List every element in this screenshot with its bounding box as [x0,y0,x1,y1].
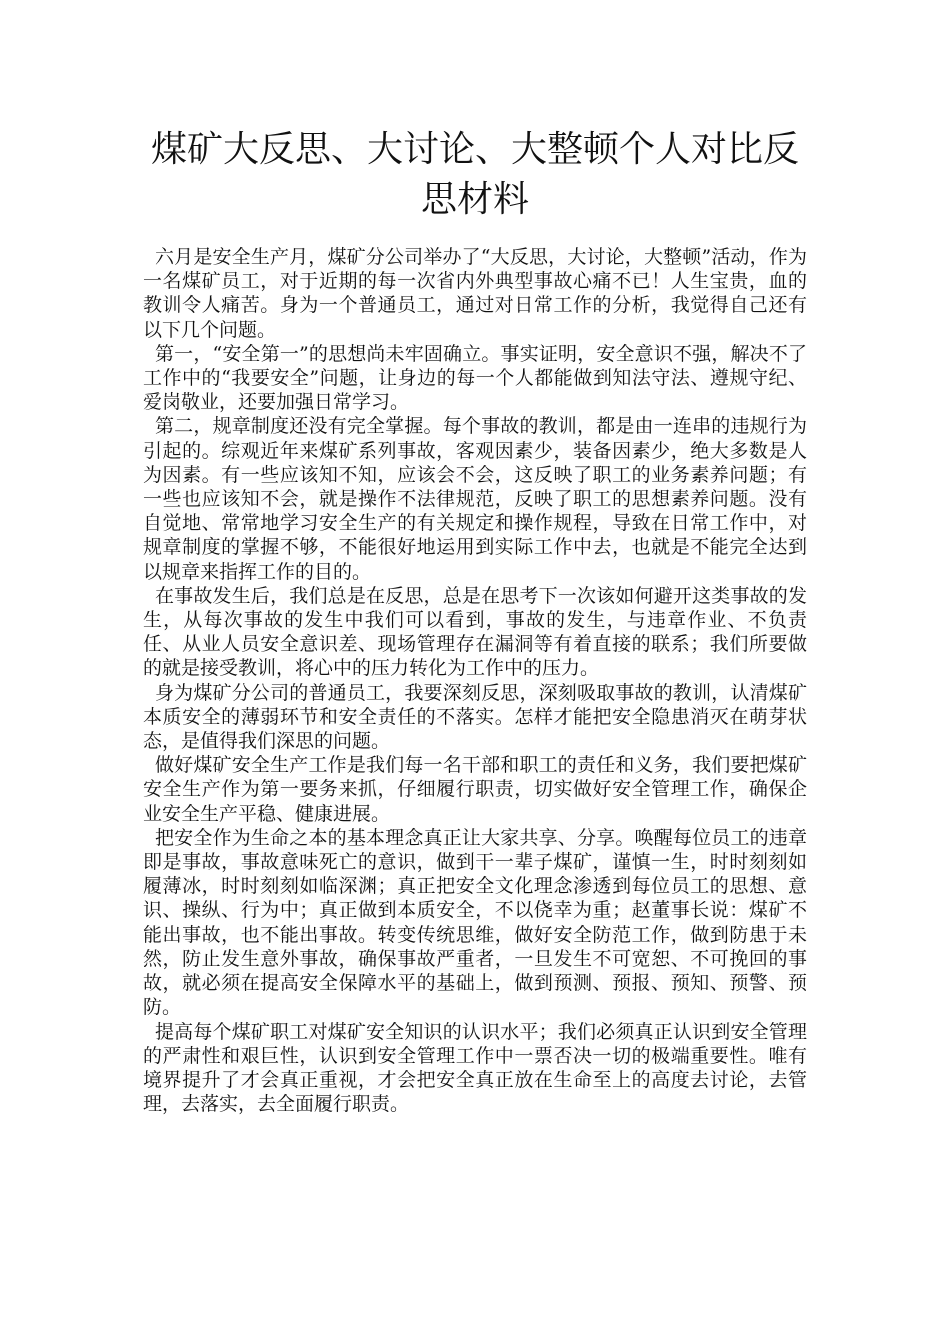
paragraph-reflection: 身为煤矿分公司的普通员工，我要深刻反思，深刻吸取事故的教训，认清煤矿本质安全的薄弱环节和安全责任的不落实。怎样才能把安全隐患消灭在萌芽状态，是值得我们深思的问题。 [143,681,807,753]
paragraph-point-one: 第一，“安全第一”的思想尚未牢固确立。事实证明，安全意识不强，解决不了工作中的“我要安全”问题，让身边的每一个人都能做到知法守法、遵规守纪、爱岗敬业，还要加强日常学习。 [143,342,807,414]
document-body [143,245,807,1116]
paragraph-after-accident: 在事故发生后，我们总是在反思，总是在思考下一次该如何避开这类事故的发生，从每次事故的发生中我们可以看到，事故的发生，与违章作业、不负责任、从业人员安全意识差、现场管理存在漏洞等有着直接的联系；我们所要做的就是接受教训，将心中的压力转化为工作中的压力。 [143,584,807,680]
paragraph-responsibility: 做好煤矿安全生产工作是我们每一名干部和职工的责任和义务，我们要把煤矿安全生产作为第一要务来抓，仔细履行职责，切实做好安全管理工作，确保企业安全生产平稳、健康进展。 [143,754,807,825]
paragraph-safety-concept: 把安全作为生命之本的基本理念真正让大家共享、分享。唤醒每位员工的违章即是事故，事故意味死亡的意识，做到干一辈子煤矿，谨慎一生，时时刻刻如履薄冰，时时刻刻如临深渊；真正把安全文化理念渗透到每位员工的思想、意识、操纵、行为中；真正做到本质安全，不以侥幸为重；赵董事长说：煤矿不能出事故，也不能出事故。转变传统思维，做好安全防范工作，做到防患于未然，防止发生意外事故，确保事故严重者，一旦发生不可宽恕、不可挽回的事故，就必须在提高安全保障水平的基础上，做到预测、预报、预知、预警、预防。 [143,826,807,1019]
paragraph-knowledge: 提高每个煤矿职工对煤矿安全知识的认识水平；我们必须真正认识到安全管理的严肃性和艰巨性，认识到安全管理工作中一票否决一切的极端重要性。唯有境界提升了才会真正重视，才会把安全真正放在生命至上的高度去讨论，去管理，去落实，去全面履行职责。 [143,1020,807,1116]
paragraph-point-two: 第二，规章制度还没有完全掌握。每个事故的教训，都是由一连串的违规行为引起的。综观近年来煤矿系列事故，客观因素少，装备因素少，绝大多数是人为因素。有一些应该知不知，应该会不会，这反映了职工的业务素养问题；有一些也应该知不会，就是操作不法律规范，反映了职工的思想素养问题。没有自觉地、常常地学习安全生产的有关规定和操作规程，导致在日常工作中，对规章制度的掌握不够，不能很好地运用到实际工作中去，也就是不能完全达到以规章来指挥工作的目的。 [143,415,807,583]
document-title: 煤矿大反思、大讨论、大整顿个人对比反思材料 [150,129,799,220]
paragraph-intro: 六月是安全生产月，煤矿分公司举办了“大反思，大讨论，大整顿”活动，作为一名煤矿员工，对于近期的每一次省内外典型事故心痛不已！人生宝贵，血的教训令人痛苦。身为一个普通员工，通过对日常工作的分析，我觉得自己还有以下几个问题。 [143,246,807,341]
